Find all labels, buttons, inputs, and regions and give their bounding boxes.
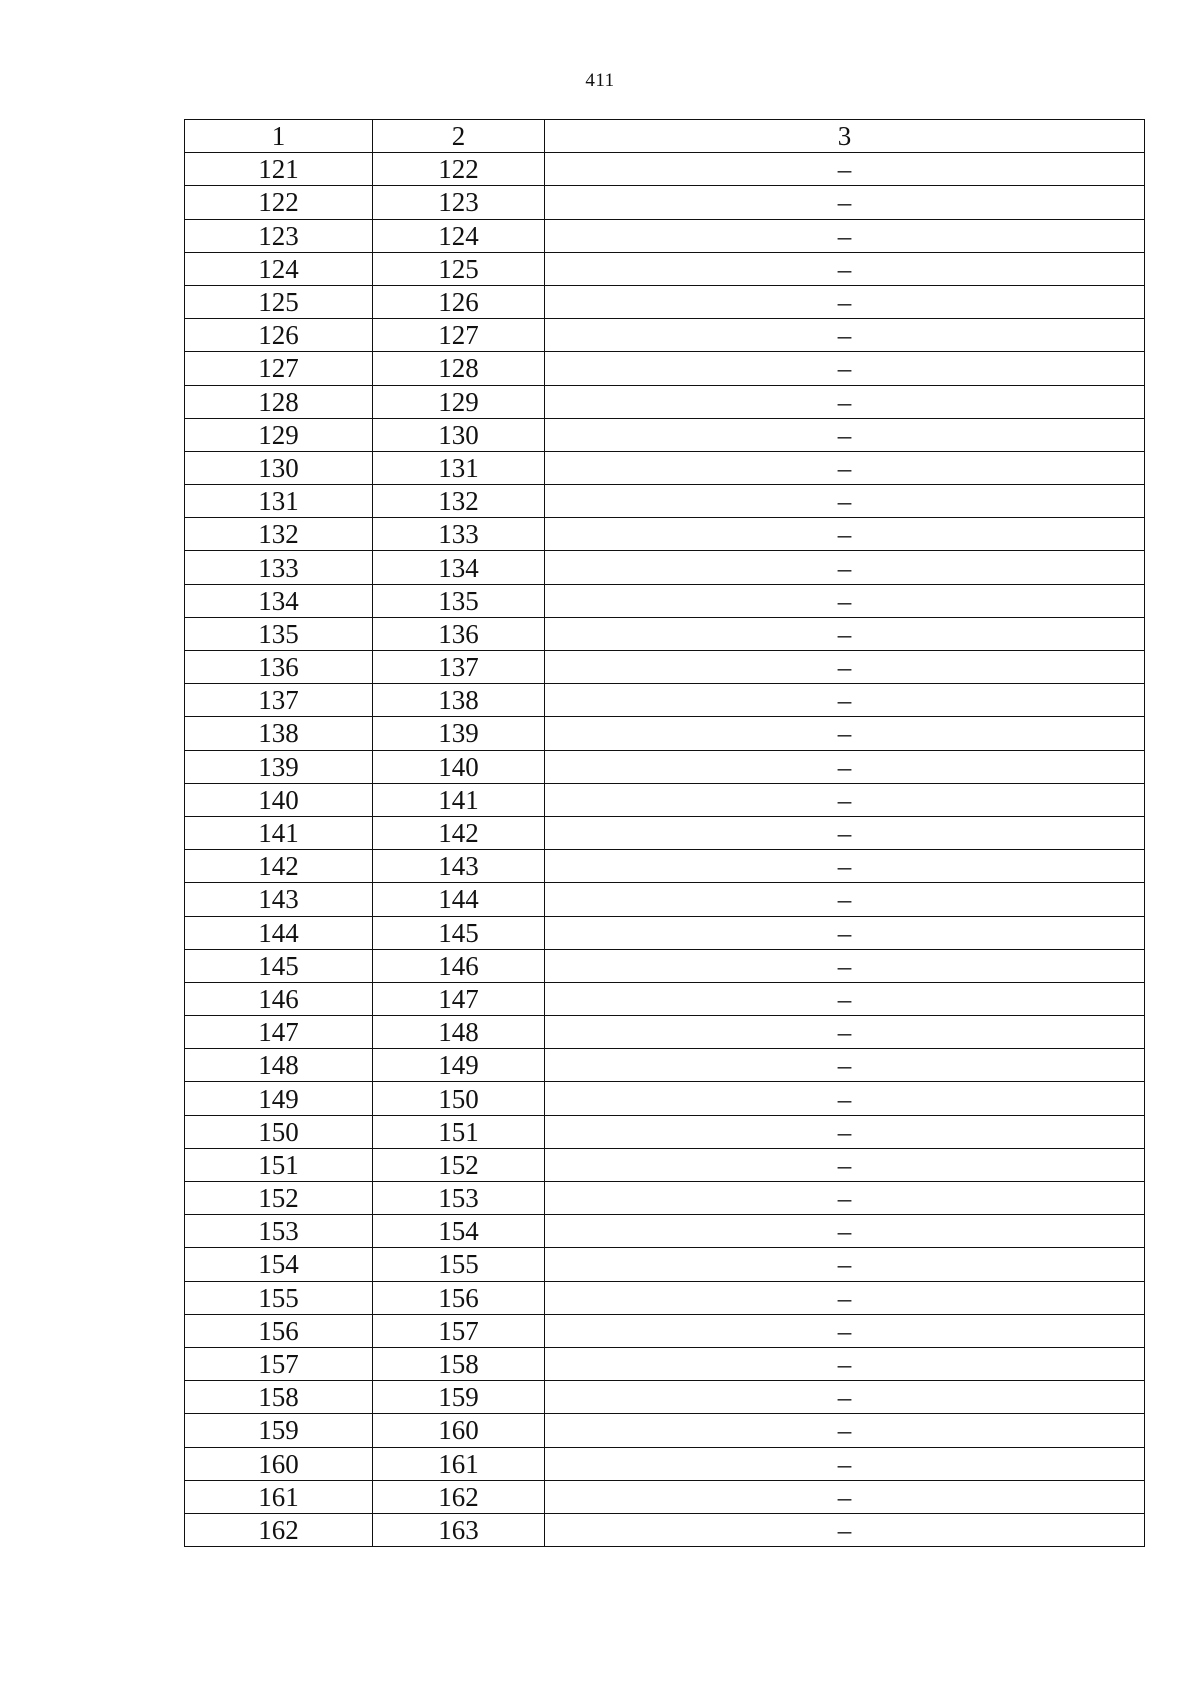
table-cell-col-2: 126 <box>373 285 545 318</box>
table-cell-col-3: – <box>545 153 1145 186</box>
table-cell-col-1: 137 <box>185 684 373 717</box>
table-cell-col-1: 139 <box>185 750 373 783</box>
table-row <box>185 252 1145 285</box>
table-header <box>185 120 1145 153</box>
table-cell-col-2: 161 <box>373 1447 545 1480</box>
table-cell-col-2: 159 <box>373 1381 545 1414</box>
table-row <box>185 949 1145 982</box>
table-cell-col-1: 125 <box>185 285 373 318</box>
table-cell-col-1: 148 <box>185 1049 373 1082</box>
table-cell-col-3: – <box>545 1016 1145 1049</box>
table-cell-col-3: – <box>545 352 1145 385</box>
table-cell-col-1: 159 <box>185 1414 373 1447</box>
table-row <box>185 1016 1145 1049</box>
table-cell-col-3: – <box>545 949 1145 982</box>
table-cell-col-3: – <box>545 285 1145 318</box>
table-cell-col-2: 133 <box>373 518 545 551</box>
table-cell-col-1: 126 <box>185 319 373 352</box>
table-cell-col-3: – <box>545 1115 1145 1148</box>
table-cell-col-1: 135 <box>185 617 373 650</box>
table-cell-col-1: 134 <box>185 584 373 617</box>
table-cell-col-3: – <box>545 186 1145 219</box>
page-number: 411 <box>585 70 615 91</box>
table-cell-col-2: 142 <box>373 816 545 849</box>
table-cell-col-1: 122 <box>185 186 373 219</box>
table-cell-col-2: 139 <box>373 717 545 750</box>
table-cell-col-3: – <box>545 1347 1145 1380</box>
table-row <box>185 385 1145 418</box>
column-header-3: 3 <box>545 120 1145 153</box>
table-cell-col-3: – <box>545 451 1145 484</box>
table-cell-col-1: 128 <box>185 385 373 418</box>
table-cell-col-2: 146 <box>373 949 545 982</box>
table-cell-col-3: – <box>545 1447 1145 1480</box>
table-cell-col-2: 130 <box>373 418 545 451</box>
table-cell-col-3: – <box>545 219 1145 252</box>
table-row <box>185 750 1145 783</box>
table-row <box>185 916 1145 949</box>
table-cell-col-1: 140 <box>185 783 373 816</box>
table-cell-col-1: 130 <box>185 451 373 484</box>
table-row <box>185 883 1145 916</box>
table-row <box>185 219 1145 252</box>
table-cell-col-2: 153 <box>373 1182 545 1215</box>
table-cell-col-2: 157 <box>373 1314 545 1347</box>
table-cell-col-1: 127 <box>185 352 373 385</box>
table-cell-col-3: – <box>545 485 1145 518</box>
table-row <box>185 1314 1145 1347</box>
table-cell-col-1: 133 <box>185 551 373 584</box>
table-cell-col-2: 150 <box>373 1082 545 1115</box>
table-row <box>185 1248 1145 1281</box>
table-cell-col-2: 124 <box>373 219 545 252</box>
table-cell-col-3: – <box>545 1082 1145 1115</box>
table-cell-col-2: 138 <box>373 684 545 717</box>
table-cell-col-3: – <box>545 1215 1145 1248</box>
table-cell-col-1: 161 <box>185 1480 373 1513</box>
column-header-1: 1 <box>185 120 373 153</box>
data-table <box>184 119 1145 1547</box>
table-cell-col-2: 144 <box>373 883 545 916</box>
table-cell-col-2: 131 <box>373 451 545 484</box>
table-row <box>185 1215 1145 1248</box>
table-cell-col-1: 149 <box>185 1082 373 1115</box>
table-row <box>185 186 1145 219</box>
table-cell-col-1: 154 <box>185 1248 373 1281</box>
table-cell-col-3: – <box>545 1281 1145 1314</box>
table-row <box>185 1082 1145 1115</box>
table-row <box>185 1115 1145 1148</box>
table-cell-col-1: 143 <box>185 883 373 916</box>
table-cell-col-1: 129 <box>185 418 373 451</box>
table-cell-col-3: – <box>545 850 1145 883</box>
table-cell-col-3: – <box>545 551 1145 584</box>
table-row <box>185 584 1145 617</box>
table-row <box>185 816 1145 849</box>
column-header-2: 2 <box>373 120 545 153</box>
table-cell-col-1: 141 <box>185 816 373 849</box>
table-cell-col-1: 160 <box>185 1447 373 1480</box>
table-cell-col-1: 124 <box>185 252 373 285</box>
table-row <box>185 518 1145 551</box>
table-cell-col-3: – <box>545 750 1145 783</box>
table-row <box>185 1347 1145 1380</box>
table-row <box>185 783 1145 816</box>
table-cell-col-1: 142 <box>185 850 373 883</box>
table-cell-col-3: – <box>545 584 1145 617</box>
table-cell-col-1: 150 <box>185 1115 373 1148</box>
table-row <box>185 850 1145 883</box>
table-cell-col-3: – <box>545 916 1145 949</box>
table-cell-col-3: – <box>545 385 1145 418</box>
table-row <box>185 1281 1145 1314</box>
table-cell-col-1: 123 <box>185 219 373 252</box>
table-cell-col-2: 148 <box>373 1016 545 1049</box>
table-cell-col-2: 141 <box>373 783 545 816</box>
table-cell-col-2: 122 <box>373 153 545 186</box>
table-cell-col-1: 158 <box>185 1381 373 1414</box>
table-cell-col-3: – <box>545 1049 1145 1082</box>
table-body <box>185 153 1145 1547</box>
table-cell-col-1: 155 <box>185 1281 373 1314</box>
table-cell-col-3: – <box>545 518 1145 551</box>
table-row <box>185 352 1145 385</box>
table-cell-col-1: 156 <box>185 1314 373 1347</box>
table-row <box>185 651 1145 684</box>
table-cell-col-3: – <box>545 816 1145 849</box>
table-cell-col-2: 128 <box>373 352 545 385</box>
table-cell-col-3: – <box>545 1381 1145 1414</box>
table-cell-col-1: 145 <box>185 949 373 982</box>
table-row <box>185 1513 1145 1546</box>
table-cell-col-2: 129 <box>373 385 545 418</box>
table-row <box>185 1148 1145 1181</box>
table-cell-col-2: 127 <box>373 319 545 352</box>
table-cell-col-3: – <box>545 684 1145 717</box>
table-cell-col-2: 136 <box>373 617 545 650</box>
table-cell-col-2: 154 <box>373 1215 545 1248</box>
table-row <box>185 153 1145 186</box>
table-cell-col-2: 162 <box>373 1480 545 1513</box>
table-row <box>185 1381 1145 1414</box>
table-header-row <box>185 120 1145 153</box>
table-row <box>185 717 1145 750</box>
table-cell-col-2: 155 <box>373 1248 545 1281</box>
table-cell-col-3: – <box>545 717 1145 750</box>
table-row <box>185 418 1145 451</box>
table-cell-col-2: 143 <box>373 850 545 883</box>
table-cell-col-2: 134 <box>373 551 545 584</box>
table-cell-col-3: – <box>545 1414 1145 1447</box>
table-cell-col-3: – <box>545 651 1145 684</box>
table-cell-col-1: 138 <box>185 717 373 750</box>
table-row <box>185 1414 1145 1447</box>
table-cell-col-1: 132 <box>185 518 373 551</box>
table-row <box>185 1049 1145 1082</box>
table-cell-col-3: – <box>545 1248 1145 1281</box>
table-row <box>185 451 1145 484</box>
table-row <box>185 551 1145 584</box>
table-cell-col-2: 151 <box>373 1115 545 1148</box>
table-cell-col-3: – <box>545 1182 1145 1215</box>
table-cell-col-3: – <box>545 982 1145 1015</box>
table-cell-col-2: 137 <box>373 651 545 684</box>
table-cell-col-3: – <box>545 1480 1145 1513</box>
table-cell-col-3: – <box>545 783 1145 816</box>
table-cell-col-2: 140 <box>373 750 545 783</box>
table-cell-col-1: 136 <box>185 651 373 684</box>
table-cell-col-3: – <box>545 1513 1145 1546</box>
table-cell-col-3: – <box>545 617 1145 650</box>
table-cell-col-1: 153 <box>185 1215 373 1248</box>
table-cell-col-2: 156 <box>373 1281 545 1314</box>
table-cell-col-1: 146 <box>185 982 373 1015</box>
table-cell-col-2: 125 <box>373 252 545 285</box>
table-cell-col-2: 152 <box>373 1148 545 1181</box>
table-cell-col-3: – <box>545 1314 1145 1347</box>
table-row <box>185 485 1145 518</box>
table-cell-col-1: 152 <box>185 1182 373 1215</box>
table-cell-col-3: – <box>545 883 1145 916</box>
table-cell-col-1: 157 <box>185 1347 373 1380</box>
table-cell-col-3: – <box>545 319 1145 352</box>
table-row <box>185 617 1145 650</box>
table-row <box>185 1480 1145 1513</box>
table-row <box>185 1182 1145 1215</box>
table-cell-col-2: 160 <box>373 1414 545 1447</box>
table-cell-col-1: 144 <box>185 916 373 949</box>
table-cell-col-1: 131 <box>185 485 373 518</box>
table-row <box>185 684 1145 717</box>
table-cell-col-2: 145 <box>373 916 545 949</box>
table-row <box>185 285 1145 318</box>
table-cell-col-2: 123 <box>373 186 545 219</box>
table-cell-col-2: 135 <box>373 584 545 617</box>
table-cell-col-1: 151 <box>185 1148 373 1181</box>
table-cell-col-1: 147 <box>185 1016 373 1049</box>
table-cell-col-2: 163 <box>373 1513 545 1546</box>
table-cell-col-2: 158 <box>373 1347 545 1380</box>
table-cell-col-2: 132 <box>373 485 545 518</box>
table-cell-col-2: 149 <box>373 1049 545 1082</box>
table-cell-col-1: 162 <box>185 1513 373 1546</box>
table-cell-col-3: – <box>545 252 1145 285</box>
table-cell-col-1: 121 <box>185 153 373 186</box>
table-row <box>185 1447 1145 1480</box>
table-cell-col-2: 147 <box>373 982 545 1015</box>
table-row <box>185 982 1145 1015</box>
table-cell-col-3: – <box>545 1148 1145 1181</box>
table-cell-col-3: – <box>545 418 1145 451</box>
table-row <box>185 319 1145 352</box>
